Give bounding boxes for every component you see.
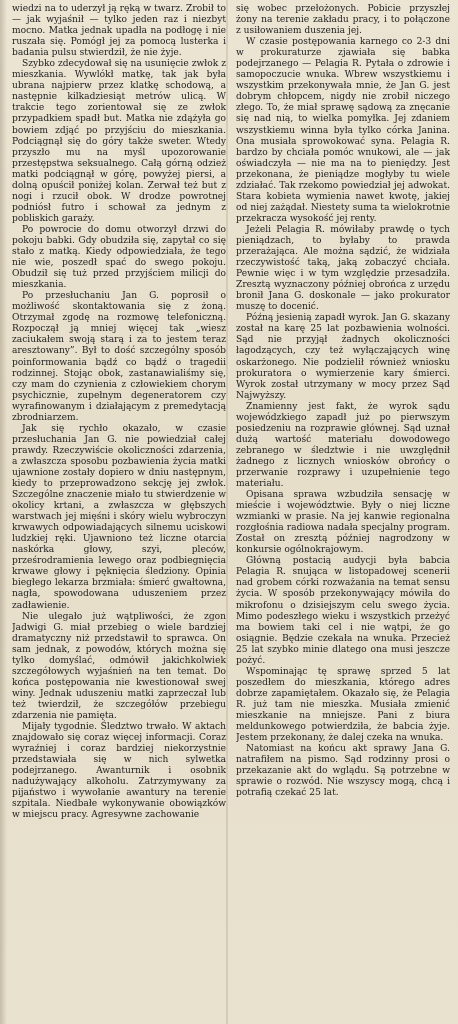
paragraph: Główną postacią audycji była babcia Pelagia R. snująca w listopadowej scenerii nad grobem córki rozważania na temat sensu życia. W sposób przekonywający mówiła do mikrofonu o dzisiejszym celu swego życia. Mimo podeszłego wieku i wszystkich przeżyć ma bowiem taki cel i nie wątpi, że go osiągnie. Będzie czekała na wnuka. Przecież 25 lat szybko minie dlatego ona musi jeszcze pożyć. (236, 556, 450, 666)
paragraph: się wobec przełożonych. Pobicie przyszłej żony na terenie zakładu pracy, i to połączone z usiłowaniem duszenia jej. (236, 4, 450, 37)
paragraph: Wspominając tę sprawę sprzed 5 lat poszedłem do mieszkania, którego adres dobrze zapamiętałem. Okazało się, że Pelagia R. już tam nie mieszka. Musiała zmienić mieszkanie na mniejsze. Pani z biura meldunkowego potwierdziła, że babcia żyje. Jestem przekonany, że dalej czeka na wnuka. (236, 666, 450, 744)
paragraph: Jak się rychło okazało, w czasie przesłuchania Jan G. nie powiedział całej prawdy. Rzeczywiście okoliczności zdarzenia, a zwłaszcza sposobu pozbawienia życia matki ujawnione zostały dopiero w dniu następnym, kiedy to przeprowadzono sekcję jej zwłok. Szczególne znaczenie miało tu stwierdzenie w okolicy krtani, a zwłaszcza w głębszych warstwach jej mięśni i skóry wielu wybroczyn krwawych odpowiadających silnemu uciskowi ludzkiej ręki. Ujawniono też liczne otarcia naskórka głowy, szyi, pleców, prześrodramienia lewego oraz podbiegnięcia krwawe głowy i pęknięcia śledziony. Opinia biegłego lekarza brzmiała: śmierć gwałtowna, nagła, spowodowana uduszeniem przez zadławienie. (12, 423, 226, 611)
right-text-column (236, 4, 450, 1020)
paragraph: Znamienny jest fakt, że wyrok sądu wojewódzkiego zapadł już po pierwszym posiedzeniu na rozprawie głównej. Sąd uznał dużą wartość materiału dowodowego zebranego w śledztwie i nie uwzględnił żadnego z licznych wniosków obrońcy o przerwanie rozprawy i uzupełnienie tego materiału. (236, 401, 450, 490)
left-text-column (12, 4, 226, 1020)
torn-edge-shadow (0, 0, 7, 1024)
paragraph: Późną jesienią zapadł wyrok. Jan G. skazany został na karę 25 lat pozbawienia wolności. Sąd nie przyjął żadnych okoliczności łagodzących, czy też wyłączających winę oskarżonego. Nie podzielił również wniosku prokuratora o wymierzenie kary śmierci. Wyrok został utrzymany w mocy przez Sąd Najwyższy. (236, 313, 450, 401)
column-fold-line (226, 0, 228, 1024)
paragraph: Po przesłuchaniu Jan G. poprosił o możliwość skontaktowania się z żoną. Otrzymał zgodę na rozmowę telefoniczną. Rozpoczął ją mniej więcej tak „wiesz zaciukałem swoją starą i za to jestem teraz aresztowany”. Był to dość szczególny sposób poinformowania bądź co bądź o tragedii rodzinnej. Stojąc obok, zastanawialiśmy się, czy mam do czynienia z człowiekiem chorym psychicznie, zupełnym degeneratorem czy wyrafinowanym i działającym z premedytacją zbrodniarzem. (12, 291, 226, 423)
paragraph: Natomiast na końcu akt sprawy Jana G. natrafiłem na pismo. Sąd rodzinny prosi o przekazanie akt do wglądu. Są potrzebne w sprawie o rozwód. Nie wszyscy mogą, chcą i potrafią czekać 25 lat. (236, 744, 450, 799)
paragraph: Po powrocie do domu otworzył drzwi do pokoju babki. Gdy obudziła się, zapytał co się stało z matką. Kiedy odpowiedziała, że tego nie wie, poszedł spać do swego pokoju. Obudził się tuż przed przyjściem milicji do mieszkania. (12, 224, 226, 291)
paragraph: Szybko zdecydował się na usunięcie zwłok z mieszkania. Wywlókł matkę, tak jak była ubrana najpierw przez klatkę schodową, a następnie kilkadziesiąt metrów ulicą. W trakcie tego zorientował się ze zwłok przypadkiem spadł but. Matka nie zdążyła go bowiem zdjąć po przyjściu do mieszkania. Podciągnął się do góry także sweter. Wtedy przyszło mu na myśl upozorowanie przestępstwa seksualnego. Całą górną odzież matki podciągnął w górę, powyżej piersi, a dolną opuścił poniżej kolan. Zerwał też but z nogi i rzucił obok. W drodze powrotnej podniósł futro i schował za jednym z pobliskich garaży. (12, 59, 226, 224)
paragraph: Mijały tygodnie. Śledztwo trwało. W aktach znajdowało się coraz więcej informacji. Coraz wyraźniej i coraz bardziej niekorzystnie przedstawiała się w nich sylwetka podejrzanego. Awanturnik i osobnik nadużywający alkoholu. Zatrzymywany za pijaństwo i wywołanie awantury na terenie szpitala. Niedbałe wykonywanie obowiązków w miejscu pracy. Agresywne zachowanie (12, 722, 226, 821)
paragraph: Jeżeli Pelagia R. mówiłaby prawdę o tych pieniądzach, to byłaby to prawda przerażająca. Ale można sądzić, że widziała rzeczywistość taką, jaką zobaczyć chciała. Pewnie więc i w tym względzie przesadziła. Zresztą wyznaczony później obrońca z urzędu bronił Jana G. doskonale — jako prokurator muszę to docenić. (236, 224, 450, 313)
paragraph: Nie ulegało już wątpliwości, że zgon Jadwigi G. miał przebieg o wiele bardziej dramatyczny niż przedstawił to sprawca. On sam jednak, z powodów, których można się tylko domyślać, odmówił jakichkolwiek szczegółowych wyjaśnień na ten temat. Do końca postępowania nie kwestionował swej winy. Jednak uduszeniu matki zaprzeczał lub też twierdził, że szczegółów przebiegu zdarzenia nie pamięta. (12, 611, 226, 721)
paragraph: wiedzi na to uderzył ją ręką w twarz. Zrobił to — jak wyjaśnił — tylko jeden raz i niezbyt mocno. Matka jednak upadła na podłogę i nie ruszała się. Pomógł jej za pomocą lusterka i badania pulsu stwierdził, że nie żyje. (12, 4, 226, 59)
paragraph: Opisana sprawa wzbudziła sensację w mieście i województwie. Były o niej liczne wzmianki w prasie. Na jej kanwie regionalna rozgłośnia radiowa nadała specjalny program. Został on zresztą później nagrodzony w konkursie ogólnokrajowym. (236, 490, 450, 556)
paragraph: W czasie postępowania karnego co 2-3 dni w prokuraturze zjawiała się babka podejrzanego — Pelagia R. Pytała o zdrowie i samopoczucie wnuka. Wbrew wszystkiemu i wszystkim przekonywała mnie, że Jan G. jest dobrym chłopcem, nigdy nie zrobił niczego złego. To, że miał sprawę sądową za znęcanie się nad nią, to wielka pomyłka. Jej zdaniem wszystkiemu winna była tylko córka Janina. Ona musiała sprowokować syna. Pelagia R. bardzo by chciała pomóc wnukowi, ale — jak oświadczyła — nie ma na to pieniędzy. Jest przekonana, że pieniądze mogłyby tu wiele zdziałać. Tak rzekomo powiedział jej adwokat. Stara kobieta wymienia nawet kwotę, jakiej od niej zażądał. Niestety suma ta wielokrotnie przekracza wysokość jej renty. (236, 37, 450, 224)
